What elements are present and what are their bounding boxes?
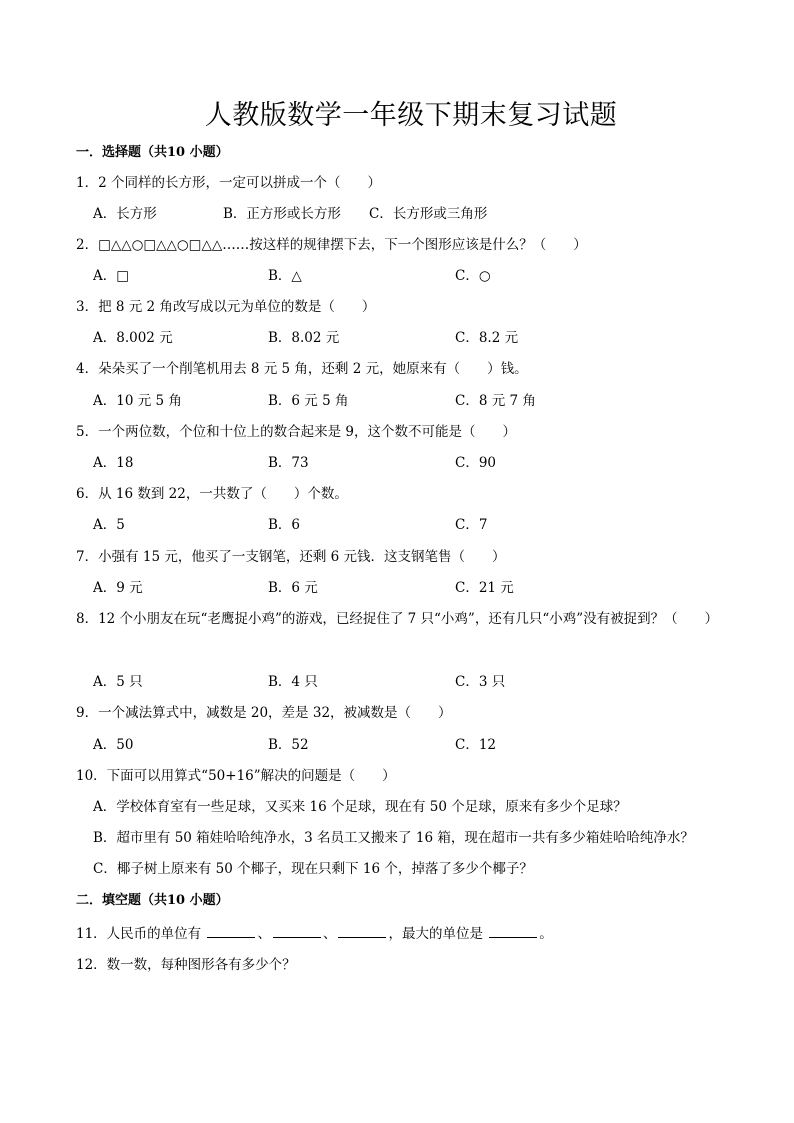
option-c: C．3 只 <box>455 674 506 690</box>
option-a: A．学校体育室有一些足球，又买来 16 个足球，现在有 50 个足球，原来有多少个足球？ <box>93 799 627 815</box>
option-a: A．5 <box>93 517 125 533</box>
question-12: 12．数一数，每种图形各有多少个？ <box>76 957 296 973</box>
options-q9 <box>93 735 733 755</box>
options-q2 <box>93 266 733 286</box>
option-b: B．73 <box>268 455 309 471</box>
option-a: A．18 <box>93 455 134 471</box>
option-a: A．50 <box>93 737 134 753</box>
answer-blank[interactable] <box>338 923 386 938</box>
option-b: B．超市里有 50 箱娃哈哈纯净水，3 名员工又搬来了 16 箱，现在超市一共有多少箱娃哈哈纯净水？ <box>93 830 694 846</box>
option-a: A．9 元 <box>93 580 143 596</box>
question-11 <box>76 923 726 944</box>
option-a: A．10 元 5 角 <box>93 393 182 409</box>
options-q1 <box>93 204 733 224</box>
q11-middle: ，最大的单位是 <box>388 926 483 942</box>
option-b: B．正方形或长方形 <box>223 206 341 222</box>
page-title: 人教版数学一年级下期末复习试题 <box>204 100 618 131</box>
q11-end: 。 <box>539 926 553 942</box>
option-c: C．12 <box>455 737 497 753</box>
option-a: A．长方形 <box>93 206 157 222</box>
question-5: 5．一个两位数，个位和十位上的数合起来是 9，这个数不可能是（ ） <box>76 424 516 440</box>
question-7: 7．小强有 15 元，他买了一支钢笔，还剩 6 元钱．这支钢笔售（ ） <box>76 549 506 565</box>
option-c: C．90 <box>455 455 497 471</box>
option-b: B．52 <box>268 737 309 753</box>
option-b: B．△ <box>268 268 302 284</box>
option-b: B．4 只 <box>268 674 318 690</box>
question-3: 3．把 8 元 2 角改写成以元为单位的数是（ ） <box>76 299 376 315</box>
section-heading-choice: 一．选择题（共10 小题） <box>76 145 229 160</box>
option-c: C．21 元 <box>455 580 514 596</box>
question-9: 9．一个减法算式中，减数是 20，差是 32，被减数是（ ） <box>76 705 452 721</box>
option-c: C．椰子树上原来有 50 个椰子，现在只剩下 16 个，掉落了多少个椰子？ <box>93 861 533 877</box>
options-q4 <box>93 391 733 411</box>
options-q3 <box>93 328 733 348</box>
option-b: B．8.02 元 <box>268 330 340 346</box>
answer-blank[interactable] <box>489 923 537 938</box>
options-q7 <box>93 578 733 598</box>
option-c: C．8 元 7 角 <box>455 393 536 409</box>
question-6: 6．从 16 数到 22，一共数了（ ）个数。 <box>76 486 348 502</box>
options-q8 <box>93 672 733 692</box>
option-a: A．8.002 元 <box>93 330 173 346</box>
option-c: C．7 <box>455 517 488 533</box>
options-q6 <box>93 515 733 535</box>
answer-blank[interactable] <box>273 923 321 938</box>
question-10: 10．下面可以用算式“50+16”解决的问题是（ ） <box>76 768 396 784</box>
option-b: B．6 元 <box>268 580 318 596</box>
question-4: 4．朵朵买了一个削笔机用去 8 元 5 角，还剩 2 元，她原来有（ ）钱。 <box>76 361 528 377</box>
option-c: C．○ <box>455 268 491 284</box>
option-b: B．6 <box>268 517 301 533</box>
q11-separator: 、 <box>257 926 271 942</box>
option-c: C．8.2 元 <box>455 330 519 346</box>
section-heading-fill: 二．填空题（共10 小题） <box>76 893 229 908</box>
option-c: C．长方形或三角形 <box>369 206 488 222</box>
question-2: 2．□△△○□△△○□△△……按这样的规律摆下去，下一个图形应该是什么？（ ） <box>76 237 587 253</box>
question-8: 8．12 个小朋友在玩“老鹰捉小鸡”的游戏，已经捉住了 7 只“小鸡”，还有几只“小鸡”没有被捉到？（ ） <box>76 611 719 627</box>
option-a: A．□ <box>93 268 130 284</box>
option-b: B．6 元 5 角 <box>268 393 349 409</box>
answer-blank[interactable] <box>207 923 255 938</box>
option-a: A．5 只 <box>93 674 143 690</box>
question-1: 1．2 个同样的长方形，一定可以拼成一个（ ） <box>76 175 381 191</box>
q11-prefix: 11．人民币的单位有 <box>76 926 202 942</box>
options-q5 <box>93 453 733 473</box>
q11-separator: 、 <box>322 926 337 942</box>
